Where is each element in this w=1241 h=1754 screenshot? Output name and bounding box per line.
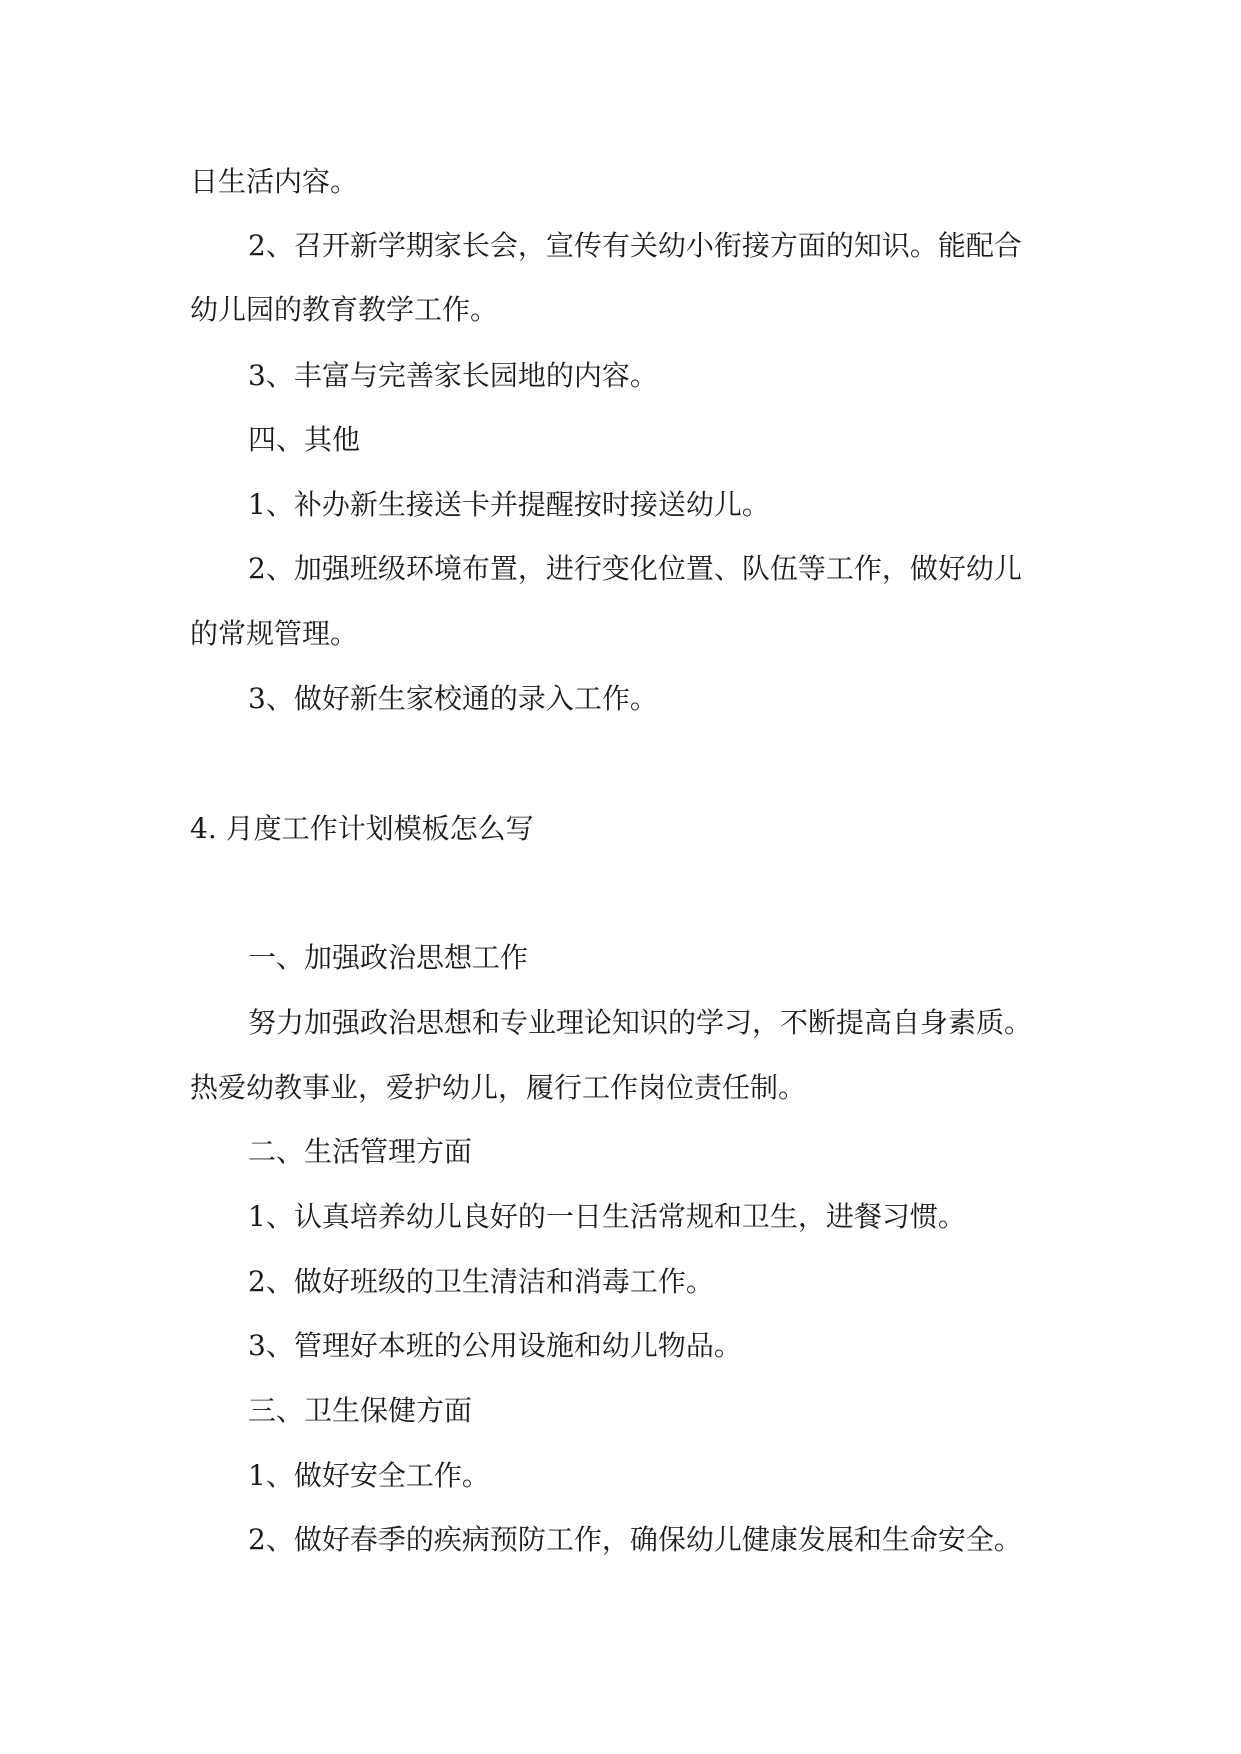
section-heading: 一、加强政治思想工作	[248, 941, 529, 974]
list-item: 1、补办新生接送卡并提醒按时接送幼儿。	[248, 488, 770, 521]
paragraph-continuation: 热爱幼教事业，爱护幼儿，履行工作岗位责任制。	[190, 1071, 807, 1104]
list-item: 1、认真培养幼儿良好的一日生活常规和卫生，进餐习惯。	[248, 1200, 966, 1233]
section-heading: 三、卫生保健方面	[248, 1394, 473, 1427]
list-item: 1、做好安全工作。	[248, 1459, 490, 1492]
section-heading: 二、生活管理方面	[248, 1135, 473, 1168]
paragraph-continuation: 日生活内容。	[190, 165, 359, 198]
list-item: 3、丰富与完善家长园地的内容。	[248, 359, 658, 392]
paragraph-continuation: 的常规管理。	[190, 617, 359, 650]
list-item: 3、管理好本班的公用设施和幼儿物品。	[248, 1329, 742, 1362]
paragraph: 努力加强政治思想和专业理论知识的学习，不断提高自身素质。	[248, 1006, 1033, 1039]
list-item: 2、召开新学期家长会，宣传有关幼小衔接方面的知识。能配合	[248, 229, 1022, 262]
section-heading: 四、其他	[248, 423, 361, 456]
paragraph-continuation: 幼儿园的教育教学工作。	[190, 293, 499, 326]
list-item: 3、做好新生家校通的录入工作。	[248, 682, 658, 715]
list-item: 2、做好春季的疾病预防工作，确保幼儿健康发展和生命安全。	[248, 1523, 1022, 1556]
list-item: 2、加强班级环境布置，进行变化位置、队伍等工作，做好幼儿	[248, 552, 1022, 585]
list-item: 2、做好班级的卫生清洁和消毒工作。	[248, 1265, 714, 1298]
document-heading: 4. 月度工作计划模板怎么写	[190, 812, 534, 845]
